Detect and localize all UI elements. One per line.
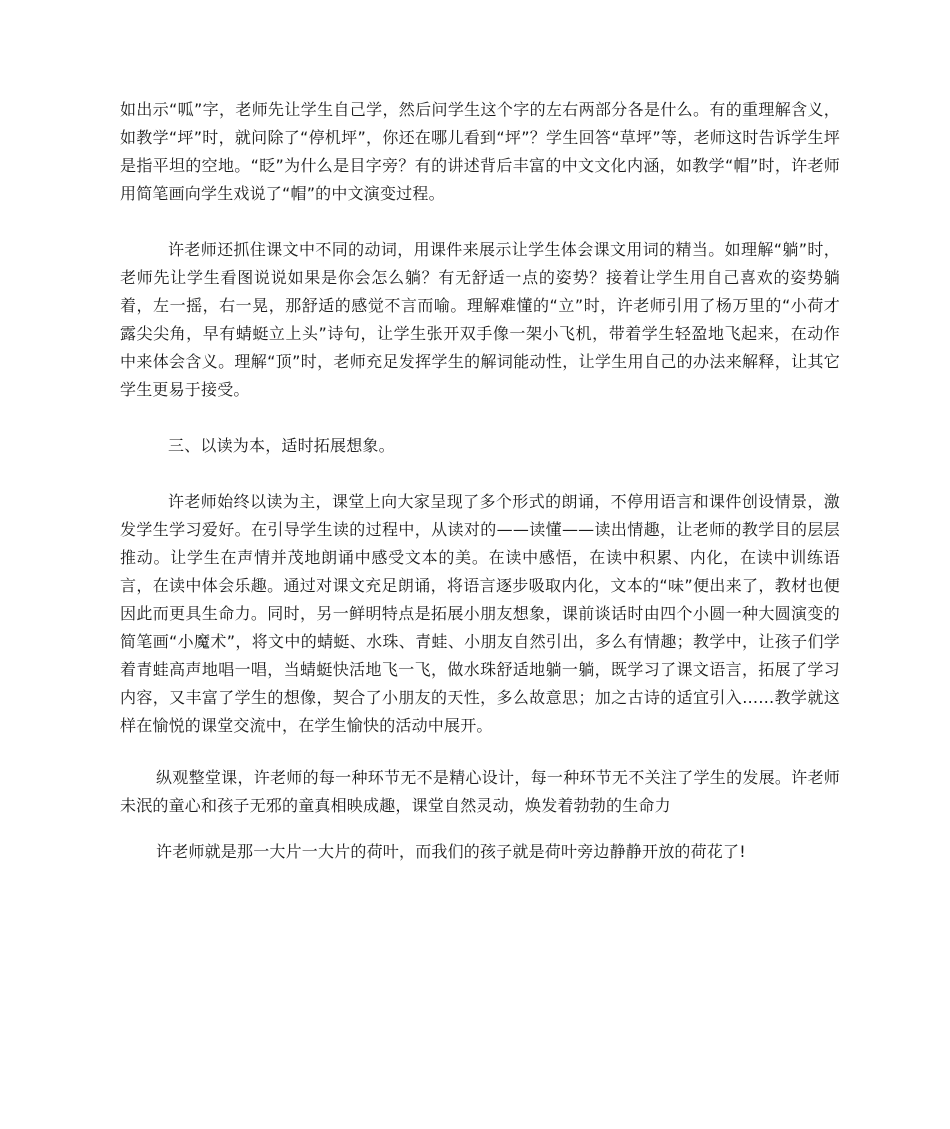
paragraph-closing: 许老师就是那一大片一大片的荷叶，而我们的孩子就是荷叶旁边静静开放的荷花了!: [156, 842, 746, 861]
paragraph-verb-understanding: 许老师还抓住课文中不同的动词，用课件来展示让学生体会课文用词的精当。如理解“躺”时，老师先让学生看图说说如果是你会怎么躺？有无舒适一点的姿势？接着让学生用自己喜欢的姿势躺着，左一摇，右一晃，那舒适的感觉不言而喻。理解难懂的“立”时，许老师引用了杨万里的“小荷才露尖尖角，早有蜻蜓立上头”诗句，让学生张开双手像一架小飞机，带着学生轻盈地飞起来，在动作中来体会含义。理解“顶”时，老师充足发挥学生的解词能动性，让学生用自己的办法来解释，让其它学生更易于接受。: [120, 240, 840, 399]
section-heading-reading-imagination: 三、以读为本，适时拓展想象。: [168, 436, 395, 455]
paragraph-character-teaching: 如出示“呱”字，老师先让学生自己学，然后问学生这个字的左右两部分各是什么。有的重理解含义，如教学“坪”时，就问除了“停机坪”，你还在哪儿看到“坪”？学生回答“草坪”等，老师这时告诉学生坪是指平坦的空地。“眨”为什么是目字旁？有的讲述背后丰富的中文文化内涵，如教学“帽”时，许老师用简笔画向学生戏说了“帽”的中文演变过程。: [120, 100, 840, 203]
paragraph-reading-focus: 许老师始终以读为主，课堂上向大家呈现了多个形式的朗诵，不停用语言和课件创设情景，激发学生学习爱好。在引导学生读的过程中，从读对的——读懂——读出情趣，让老师的教学目的层层推动。让学生在声情并茂地朗诵中感受文本的美。在读中感悟，在读中积累、内化，在读中训练语言，在读中体会乐趣。通过对课文充足朗诵，将语言逐步吸取内化，文本的“味”便出来了，教材也便因此而更具生命力。同时，另一鲜明特点是拓展小朋友想象，课前谈话时由四个小圆一种大圆演变的简笔画“小魔术”，将文中的蜻蜓、水珠、青蛙、小朋友自然引出，多么有情趣；教学中，让孩子们学着青蛙高声地唱一唱，当蜻蜓快活地飞一飞，做水珠舒适地躺一躺，既学习了课文语言，拓展了学习内容，又丰富了学生的想像，契合了小朋友的天性，多么故意思；加之古诗的适宜引入……教学就这样在愉悦的课堂交流中，在学生愉快的活动中展开。: [120, 492, 840, 735]
document-body: [120, 96, 840, 866]
paragraph-summary: 纵观整堂课，许老师的每一种环节无不是精心设计，每一种环节无不关注了学生的发展。许老师未泯的童心和孩子无邪的童真相映成趣，课堂自然灵动，焕发着勃勃的生命力: [120, 768, 840, 815]
